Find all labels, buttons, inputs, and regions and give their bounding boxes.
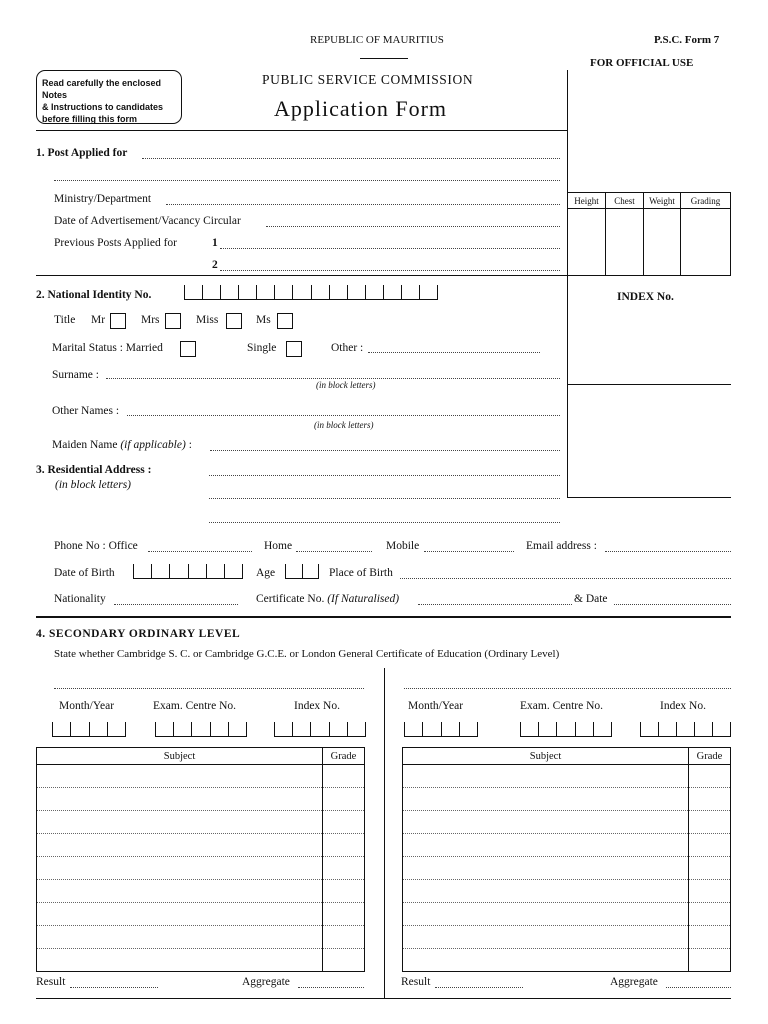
- subject-cell[interactable]: [37, 926, 323, 949]
- country-underline: [360, 58, 408, 59]
- marital-other-label: Other :: [331, 342, 364, 354]
- email-label: Email address :: [526, 540, 597, 552]
- official-border-left: [567, 70, 568, 497]
- index-no-label: INDEX No.: [617, 291, 674, 303]
- right-aggregate-label: Aggregate: [610, 976, 658, 988]
- age-label: Age: [256, 567, 276, 579]
- previous-posts-label: Previous Posts Applied for: [54, 237, 177, 249]
- right-exam-centre-input[interactable]: [520, 722, 612, 737]
- notice-line-1: Read carefully the enclosed Notes: [42, 78, 162, 100]
- phone-office-input[interactable]: [148, 551, 252, 552]
- grade-cell[interactable]: [323, 880, 365, 903]
- right-index-no-label: Index No.: [660, 700, 706, 712]
- subject-cell[interactable]: [403, 765, 689, 788]
- certificate-note: (If Naturalised): [327, 593, 400, 605]
- grade-cell[interactable]: [689, 765, 731, 788]
- right-month-year-input[interactable]: [404, 722, 478, 737]
- subject-cell[interactable]: [403, 926, 689, 949]
- left-index-no-input[interactable]: [274, 722, 366, 737]
- table-row: [37, 765, 365, 788]
- notice-box: [36, 70, 182, 124]
- surname-input[interactable]: [106, 378, 560, 379]
- table-row: [403, 903, 731, 926]
- table-row: [403, 857, 731, 880]
- maiden-name-input[interactable]: [210, 450, 560, 451]
- subject-cell[interactable]: [403, 880, 689, 903]
- title-mr-checkbox[interactable]: [110, 313, 126, 329]
- left-exam-centre-input[interactable]: [155, 722, 247, 737]
- left-result-input[interactable]: [70, 987, 158, 988]
- grade-cell[interactable]: [323, 788, 365, 811]
- marital-other-input[interactable]: [368, 352, 540, 353]
- certificate-label: [256, 593, 399, 605]
- table-row: [37, 903, 365, 926]
- ministry-label: Ministry/Department: [54, 193, 152, 205]
- title-ms-checkbox[interactable]: [277, 313, 293, 329]
- other-names-label: Other Names :: [52, 405, 120, 417]
- phone-office-label: Phone No : Office: [54, 540, 138, 552]
- header-rule: [36, 130, 567, 131]
- table-row: [37, 857, 365, 880]
- grade-cell[interactable]: [323, 903, 365, 926]
- post-applied-label: 1. Post Applied for: [36, 147, 128, 159]
- grade-cell[interactable]: [689, 834, 731, 857]
- grade-cell[interactable]: [689, 926, 731, 949]
- table-row: [403, 765, 731, 788]
- section4-top-rule: [36, 616, 731, 618]
- dob-label: Date of Birth: [54, 567, 115, 579]
- dob-input[interactable]: [133, 564, 243, 579]
- right-aggregate-input[interactable]: [666, 987, 731, 988]
- subject-cell[interactable]: [37, 857, 323, 880]
- official-cell-weight[interactable]: [644, 209, 681, 276]
- maiden-name-note: (if applicable): [120, 439, 186, 451]
- table-row: [403, 880, 731, 903]
- marital-single-label: Single: [247, 342, 277, 354]
- nid-input[interactable]: [184, 285, 438, 300]
- subject-cell[interactable]: [37, 811, 323, 834]
- certificate-date-input[interactable]: [614, 604, 731, 605]
- table-row: [403, 926, 731, 949]
- page-bottom-rule: [36, 998, 731, 999]
- subject-cell[interactable]: [37, 765, 323, 788]
- table-row: [37, 834, 365, 857]
- table-row: [37, 949, 365, 972]
- other-names-input[interactable]: [127, 415, 560, 416]
- notice-line-3: before filling this form: [42, 114, 138, 124]
- left-month-year-label: Month/Year: [59, 700, 115, 712]
- left-result-label: Result: [36, 976, 66, 988]
- phone-mobile-label: Mobile: [386, 540, 420, 552]
- official-col-chest: Chest: [606, 193, 644, 209]
- index-box-rule: [567, 384, 731, 385]
- grade-cell[interactable]: [689, 949, 731, 972]
- title-mrs-checkbox[interactable]: [165, 313, 181, 329]
- subject-cell[interactable]: [37, 788, 323, 811]
- address-input-1[interactable]: [209, 475, 560, 476]
- table-row: [37, 811, 365, 834]
- subject-cell[interactable]: [37, 834, 323, 857]
- notice-line-2: & Instructions to candidates: [42, 102, 164, 112]
- advert-label: Date of Advertisement/Vacancy Circular: [54, 215, 241, 227]
- title-miss-checkbox[interactable]: [226, 313, 242, 329]
- grade-cell[interactable]: [689, 811, 731, 834]
- table-row: [403, 949, 731, 972]
- official-cell-chest[interactable]: [606, 209, 644, 276]
- grade-cell[interactable]: [323, 949, 365, 972]
- pob-label: Place of Birth: [329, 567, 393, 579]
- subject-cell[interactable]: [403, 788, 689, 811]
- other-names-block-note: (in block letters): [314, 420, 374, 430]
- advert-input[interactable]: [266, 226, 560, 227]
- right-index-no-input[interactable]: [640, 722, 731, 737]
- grade-cell[interactable]: [323, 834, 365, 857]
- address-input-2[interactable]: [209, 498, 560, 499]
- right-grade-header: Grade: [689, 748, 731, 765]
- grade-cell[interactable]: [323, 926, 365, 949]
- left-aggregate-input[interactable]: [298, 987, 364, 988]
- section4-divider: [384, 668, 385, 998]
- phone-home-label: Home: [264, 540, 293, 552]
- maiden-name-label: [52, 439, 192, 451]
- table-row: [37, 788, 365, 811]
- section1-bottom-rule: [36, 275, 731, 276]
- table-row: [403, 834, 731, 857]
- grade-cell[interactable]: [323, 765, 365, 788]
- table-row: [403, 788, 731, 811]
- left-aggregate-label: Aggregate: [242, 976, 290, 988]
- subject-cell[interactable]: [403, 949, 689, 972]
- grade-cell[interactable]: [323, 857, 365, 880]
- phone-home-input[interactable]: [296, 551, 372, 552]
- grade-cell[interactable]: [689, 857, 731, 880]
- subject-cell[interactable]: [37, 903, 323, 926]
- official-cell-grading[interactable]: [681, 209, 731, 276]
- nid-label: 2. National Identity No.: [36, 289, 152, 301]
- commission-name: PUBLIC SERVICE COMMISSION: [262, 72, 474, 87]
- post-applied-input-2[interactable]: [54, 180, 560, 181]
- right-subject-table: [402, 747, 731, 972]
- subject-cell[interactable]: [37, 949, 323, 972]
- left-grade-header: Grade: [323, 748, 365, 765]
- table-row: [37, 880, 365, 903]
- post-applied-input[interactable]: [142, 158, 560, 159]
- title-label: Title: [54, 314, 76, 326]
- official-measure-table: [567, 192, 731, 276]
- right-result-input[interactable]: [435, 987, 523, 988]
- nationality-label: Nationality: [54, 593, 106, 605]
- right-result-label: Result: [401, 976, 431, 988]
- right-exam-centre-label: Exam. Centre No.: [520, 700, 604, 712]
- address-label: 3. Residential Address :: [36, 464, 152, 476]
- title-mrs-label: Mrs: [141, 314, 160, 326]
- previous-post-2-number: 2: [212, 259, 218, 271]
- phone-mobile-input[interactable]: [424, 551, 514, 552]
- right-month-year-label: Month/Year: [408, 700, 464, 712]
- table-row: [37, 926, 365, 949]
- table-row: [403, 811, 731, 834]
- subject-cell[interactable]: [403, 857, 689, 880]
- official-col-weight: Weight: [644, 193, 681, 209]
- surname-label: Surname :: [52, 369, 99, 381]
- subject-cell[interactable]: [403, 834, 689, 857]
- email-input[interactable]: [605, 551, 731, 552]
- grade-cell[interactable]: [323, 811, 365, 834]
- section4-title: 4. SECONDARY ORDINARY LEVEL: [36, 628, 241, 640]
- age-input[interactable]: [285, 564, 319, 579]
- title-miss-label: Miss: [196, 314, 219, 326]
- grade-cell[interactable]: [689, 880, 731, 903]
- pob-input[interactable]: [400, 578, 731, 579]
- surname-block-note: (in block letters): [316, 380, 376, 390]
- official-cell-height[interactable]: [568, 209, 606, 276]
- subject-cell[interactable]: [37, 880, 323, 903]
- country-heading: REPUBLIC OF MAURITIUS: [310, 34, 444, 46]
- grade-cell[interactable]: [689, 903, 731, 926]
- form-title: Application Form: [274, 96, 448, 121]
- address-input-3[interactable]: [209, 522, 560, 523]
- official-bottom-rule: [567, 497, 731, 498]
- section4-instruction: State whether Cambridge S. C. or Cambridge G.C.E. or London General Certificate of Education (Ordinary Level): [54, 648, 560, 660]
- left-exam-type-input[interactable]: [54, 688, 364, 689]
- marital-married-label: Marital Status : Married: [52, 342, 163, 354]
- left-subject-header: Subject: [37, 748, 323, 765]
- marital-single-checkbox[interactable]: [286, 341, 302, 357]
- form-code: P.S.C. Form 7: [654, 34, 720, 46]
- title-mr-label: Mr: [91, 314, 106, 326]
- previous-post-2-input[interactable]: [220, 270, 560, 271]
- maiden-name-text: Maiden Name: [52, 439, 118, 451]
- left-subject-table: [36, 747, 365, 972]
- ministry-input[interactable]: [166, 204, 560, 205]
- official-col-height: Height: [568, 193, 606, 209]
- certificate-input[interactable]: [418, 604, 572, 605]
- left-exam-centre-label: Exam. Centre No.: [153, 700, 237, 712]
- title-ms-label: Ms: [256, 314, 271, 326]
- certificate-text: Certificate No.: [256, 593, 325, 605]
- official-col-grading: Grading: [681, 193, 731, 209]
- previous-post-1-input[interactable]: [220, 248, 560, 249]
- nationality-input[interactable]: [114, 604, 238, 605]
- previous-post-1-number: 1: [212, 237, 218, 249]
- right-subject-header: Subject: [403, 748, 689, 765]
- right-exam-type-input[interactable]: [404, 688, 731, 689]
- left-month-year-input[interactable]: [52, 722, 126, 737]
- left-index-no-label: Index No.: [294, 700, 340, 712]
- official-use-heading: FOR OFFICIAL USE: [590, 57, 694, 69]
- subject-cell[interactable]: [403, 903, 689, 926]
- subject-cell[interactable]: [403, 811, 689, 834]
- grade-cell[interactable]: [689, 788, 731, 811]
- address-block-note: (in block letters): [55, 479, 132, 491]
- certificate-date-label: & Date: [574, 593, 608, 605]
- marital-married-checkbox[interactable]: [180, 341, 196, 357]
- maiden-name-colon: :: [188, 439, 192, 451]
